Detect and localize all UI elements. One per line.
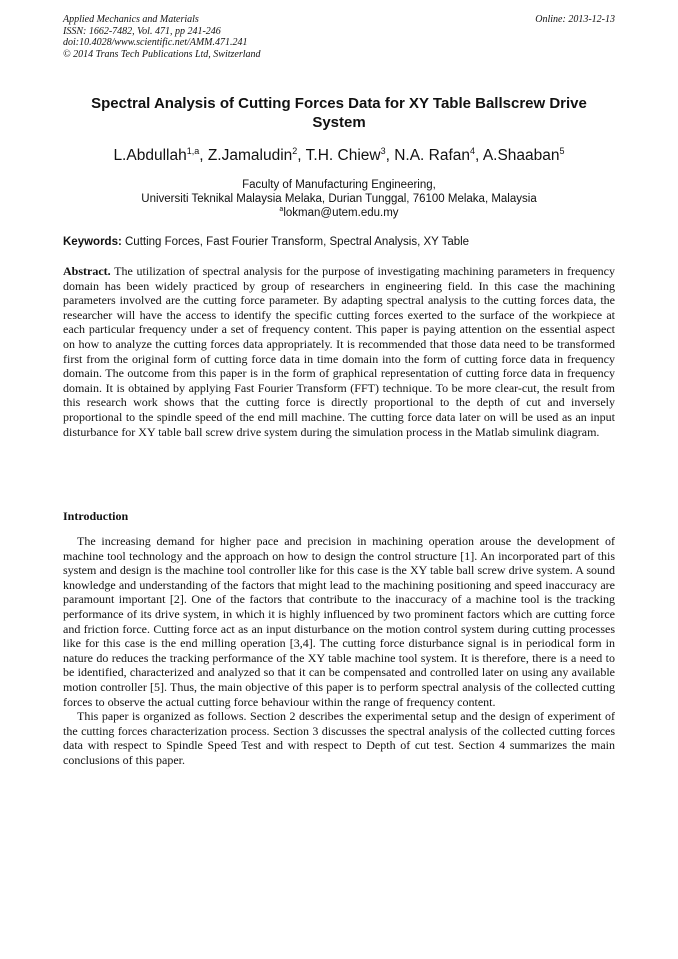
affiliation-email-line xyxy=(63,206,615,220)
journal-doi: doi:10.4028/www.scientific.net/AMM.471.241 xyxy=(63,37,248,48)
author-name: A.Shaaban xyxy=(482,147,560,164)
affiliation-faculty: Faculty of Manufacturing Engineering, xyxy=(242,179,436,191)
introduction-paragraph: This paper is organized as follows. Section 2 describes the experimental setup and the design of experiment of the cutting forces characterization process. Section 3 discusses the spectral analysis of the collected cutting forces data with respect to Spindle Speed Test and with respect to Depth of cut test. Section 4 summarizes the main conclusions of this paper. xyxy=(63,709,615,767)
author-name: Z.Jamaludin xyxy=(207,147,293,164)
keywords-line xyxy=(63,235,615,249)
paper-title: Spectral Analysis of Cutting Forces Data for XY Table Ballscrew Drive System xyxy=(91,95,587,131)
author-affiliation-mark: 5 xyxy=(559,145,565,156)
author-name: L.Abdullah xyxy=(113,147,187,164)
introduction-body xyxy=(63,534,615,768)
online-date: Online: 2013-12-13 xyxy=(535,14,615,25)
author-email: lokman@utem.edu.my xyxy=(283,207,399,219)
author-affiliation-mark: 2 xyxy=(292,145,298,156)
author-list: L.Abdullah$^{1,a}$, Z.Jamaludin$^2$, T.H. Chiew$^3$, N.A. Rafan$^4$, A.Shaaban$^5$ xyxy=(113,145,565,164)
section-heading-introduction: Introduction xyxy=(63,509,129,523)
author-affiliation-mark: 3 xyxy=(380,145,386,156)
journal-header xyxy=(63,14,615,60)
keywords-text: Cutting Forces, Fast Fourier Transform, Spectral Analysis, XY Table xyxy=(125,236,470,248)
keywords-label: Keywords: xyxy=(63,236,122,248)
author-name: T.H. Chiew xyxy=(305,147,381,164)
journal-copyright: © 2014 Trans Tech Publications Ltd, Switzerland xyxy=(63,48,261,60)
email-mark: a xyxy=(279,206,284,214)
author-affiliation-mark: 1,a xyxy=(186,145,200,156)
affiliation-block xyxy=(63,178,615,220)
introduction-paragraph: The increasing demand for higher pace and precision in machining operation arouse the development of machine tool technology and the approach on how to design the control structure [1]. An incorporated part of this system and design is the machine tool controller like for this case is the XY table ball screw drive system. A sound knowledge and understanding of the factors that might lead to the machining positioning and speed inaccuracy are paramount important [2]. One of the factors that contribute to the inaccuracy of a machine tool is the tracking performance of its drive system, in which it is highly influenced by two prominent factors which are cutting force and friction force. Cutting force act as an input disturbance on the motion control system during cutting processes like for this case is the end milling operation [3,4]. The cutting force disturbance signal is in periodical form in nature do reduces the tracking performance of the XY table machine tool system. It is therefore, there is a need to be identified, characterized and analyzed so that it can be compensated and controlled later on using any available motion controller [5]. Thus, the main objective of this paper is to perform spectral analysis of the collected cutting forces to observe the actual cutting force behaviour within the range of frequency content. xyxy=(63,534,615,709)
abstract-label: Abstract. xyxy=(63,264,111,278)
abstract-paragraph xyxy=(63,264,615,439)
abstract-text: The utilization of spectral analysis for the purpose of investigating machining parameters in frequency domain has been widely practiced by group of researchers in engineering field. In this case the machining parameters involved are the cutting force parameter. By adapting spectral analysis to the cutting forces data, the researcher will have the access to identify the specific cutting forces exerted to the surface of the workpiece at each particular frequency under a set of frequency content. This paper is paying attention on the essential aspect on how to analyze the cutting forces data appropriately. It is recommended that those data need to be transformed first from the original form of cutting force data in time domain into the form of cutting force data in frequency domain. The outcome from this paper is in the form of graphical representation of cutting force data in frequency domain. It is obtained by applying Fast Fourier Transform (FFT) technique. To be more clear-cut, the result from this research work shows that the cutting force is directly proportional to the depth of cut and inversely proportional to the spindle speed of the end mill machine. The cutting force data later on will be used as an input disturbance for XY table ball screw drive system during the simulation process in the Matlab simulink diagram. xyxy=(63,264,615,439)
journal-issn: ISSN: 1662-7482, Vol. 471, pp 241-246 xyxy=(63,25,221,37)
affiliation-university: Universiti Teknikal Malaysia Melaka, Durian Tunggal, 76100 Melaka, Malaysia xyxy=(141,193,537,205)
journal-name: Applied Mechanics and Materials xyxy=(63,14,199,25)
author-affiliation-mark: 4 xyxy=(470,145,476,156)
author-name: N.A. Rafan xyxy=(394,147,471,164)
